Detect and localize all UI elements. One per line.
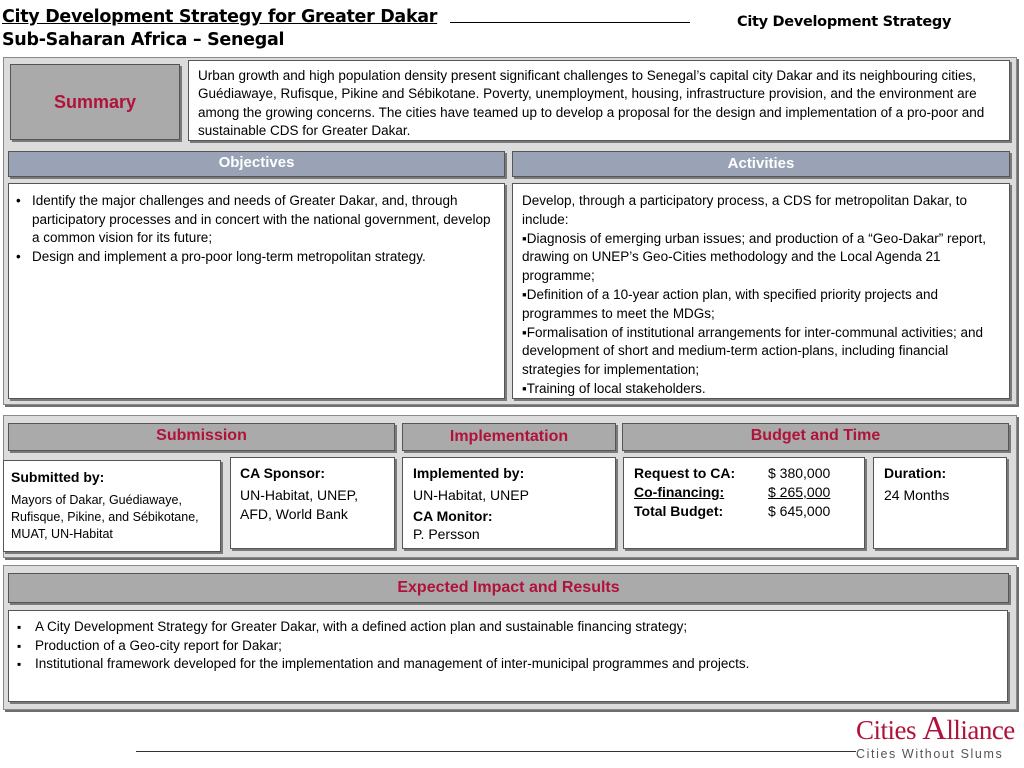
objectives-list	[11, 192, 492, 266]
budget-key: Request to CA:	[634, 465, 736, 481]
objectives-header	[8, 151, 505, 177]
summary-label	[10, 64, 180, 140]
budget-value: $ 380,000	[768, 465, 831, 481]
budget-value: $ 645,000	[768, 503, 831, 519]
implementation-header-text: Implementation	[449, 428, 569, 445]
sponsor-value: UN-Habitat, UNEP, AFD, World Bank	[240, 487, 359, 522]
impact-header-text: Expected Impact and Results	[397, 579, 620, 596]
submitted-by-value: Mayors of Dakar, Guédiawaye, Rufisque, Pikine, and Sébikotane, MUAT, UN-Habitat	[11, 493, 199, 541]
logo-wordmark: Cities Alliance	[856, 710, 1015, 747]
table-row	[634, 502, 830, 521]
budget-key: Total Budget:	[634, 503, 724, 519]
logo-tagline: Cities Without Slums	[856, 747, 1004, 761]
submitted-by-label: Submitted by:	[11, 469, 105, 485]
monitor-label: CA Monitor:	[413, 508, 493, 524]
title-line-1: City Development Strategy for Greater Dakar	[2, 7, 438, 27]
square-bullet-icon: ▪	[522, 380, 527, 396]
cities-alliance-logo	[856, 710, 1015, 762]
sponsor-box	[230, 457, 395, 549]
list-item: • Identify the major challenges and needs of Greater Dakar, and, through participatory processes and in concert with the national government, develop a common vision for its future;	[11, 192, 492, 248]
impact-box	[8, 610, 1008, 702]
list-item: ▪Training of local stakeholders.	[522, 380, 706, 396]
summary-text: Urban growth and high population density present significant challenges to Senegal’s capital city Dakar and its neighbouring cities, Guédiawaye, Rufisque, Pikine and Sébikotane. Poverty, unemployment, housing, infrastructure provision, and the environment are among the growing concerns. The cities have teamed up to develop a proposal for the design and implementation of a pro-poor and sustainable CDS for Greater Dakar.	[198, 68, 985, 139]
activities-box	[512, 183, 1010, 399]
title-rule	[450, 22, 690, 23]
submission-header	[8, 423, 395, 451]
budget-header	[622, 423, 1009, 451]
objectives-box	[8, 183, 505, 399]
budget-box	[623, 457, 865, 549]
list-item: ▪Formalisation of institutional arrangements for inter-communal activities; and development of short and medium-term action-plans, including financial strategies for implementation;	[522, 324, 983, 378]
square-bullet-icon: ▪	[522, 230, 527, 246]
duration-label: Duration:	[884, 465, 947, 481]
list-item: ▪Diagnosis of emerging urban issues; and production of a “Geo-Dakar” report, drawing on UNEP’s Geo-Cities methodology and the Local Agenda 21 programme;	[522, 230, 987, 284]
budget-header-text: Budget and Time	[750, 427, 881, 444]
activities-intro: Develop, through a participatory process, a CDS for metropolitan Dakar, to include:	[522, 193, 967, 227]
duration-value: 24 Months	[884, 487, 950, 503]
square-bullet-icon: ▪	[522, 286, 527, 302]
header-right-label: City Development Strategy	[737, 14, 952, 30]
summary-text-box	[188, 60, 1010, 141]
impact-list	[11, 618, 997, 674]
implementation-box	[402, 457, 616, 549]
submitted-by-box	[3, 460, 221, 552]
implemented-by-label: Implemented by:	[413, 465, 525, 481]
footer-rule	[136, 751, 856, 752]
page-title	[2, 6, 437, 51]
list-item: ▪ Production of a Geo-city report for Dakar;	[11, 637, 997, 656]
table-row	[634, 483, 830, 502]
square-bullet-icon: ▪	[522, 324, 527, 340]
budget-key: Co-financing:	[634, 484, 725, 500]
list-item: ▪ Institutional framework developed for the implementation and management of inter-municipal programmes and projects.	[11, 655, 997, 674]
budget-value: $ 265,000	[768, 484, 831, 500]
objectives-header-text: Objectives	[218, 154, 295, 171]
submission-header-text: Submission	[156, 427, 247, 444]
implementation-header	[402, 423, 616, 451]
list-item: ▪Definition of a 10-year action plan, with specified priority projects and programmes to meet the MDGs;	[522, 286, 939, 321]
table-row	[634, 464, 830, 483]
activities-header	[512, 151, 1010, 177]
impact-header	[8, 573, 1009, 603]
activities-header-text: Activities	[727, 155, 795, 172]
implemented-by-value: UN-Habitat, UNEP	[413, 487, 529, 503]
monitor-value: P. Persson	[413, 526, 480, 542]
list-item: • Design and implement a pro-poor long-term metropolitan strategy.	[11, 248, 492, 267]
duration-box	[873, 457, 1007, 549]
sponsor-label: CA Sponsor:	[240, 465, 326, 481]
budget-table	[634, 464, 830, 521]
summary-label-text: Summary	[53, 91, 137, 112]
title-line-2: Sub-Saharan Africa – Senegal	[2, 30, 285, 50]
list-item: ▪ A City Development Strategy for Greater Dakar, with a defined action plan and sustainable financing strategy;	[11, 618, 997, 637]
